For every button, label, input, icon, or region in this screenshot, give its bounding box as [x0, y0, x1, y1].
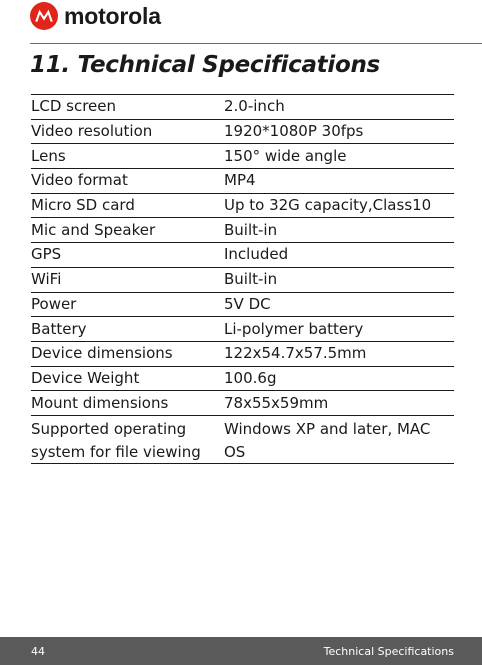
spec-value: MP4 — [224, 171, 256, 190]
spec-label: WiFi — [31, 270, 62, 289]
motorola-logo-icon — [30, 2, 58, 30]
spec-row — [31, 169, 454, 194]
spec-row — [31, 293, 454, 318]
header-divider — [30, 43, 482, 44]
spec-value: Li-polymer battery — [224, 319, 364, 338]
spec-row — [31, 367, 454, 392]
spec-row — [31, 144, 454, 169]
spec-value: 5V DC — [224, 294, 271, 313]
spec-row — [31, 120, 454, 145]
spec-row — [31, 342, 454, 367]
spec-value: 122x54.7x57.5mm — [224, 344, 367, 363]
spec-label: Device dimensions — [31, 344, 173, 363]
spec-value: 100.6g — [224, 368, 277, 387]
page-footer — [0, 637, 482, 665]
spec-row — [31, 317, 454, 342]
spec-value: 2.0-inch — [224, 97, 285, 116]
spec-table — [31, 94, 454, 464]
spec-value: Windows XP and later, MAC OS — [224, 419, 431, 461]
spec-value: Built-in — [224, 270, 278, 289]
brand-logo — [30, 2, 161, 30]
spec-label: GPS — [31, 245, 62, 264]
spec-label: Battery — [31, 319, 87, 338]
spec-label: Mic and Speaker — [31, 220, 156, 239]
spec-row — [31, 243, 454, 268]
spec-row — [31, 391, 454, 416]
spec-value: Up to 32G capacity,Class10 — [224, 196, 432, 215]
footer-section-title: Technical Specifications — [323, 645, 454, 658]
page-title: 11. Technical Specifications — [30, 52, 380, 78]
spec-value: Built-in — [224, 220, 278, 239]
page-number: 44 — [31, 645, 45, 658]
spec-label: Supported operating system for file viewing — [31, 419, 201, 461]
spec-label: Video format — [31, 171, 128, 190]
spec-row — [31, 416, 454, 464]
spec-value: 78x55x59mm — [224, 393, 329, 412]
page-header — [0, 0, 482, 44]
spec-value: 150° wide angle — [224, 146, 347, 165]
spec-label: Mount dimensions — [31, 393, 169, 412]
spec-label: Power — [31, 294, 77, 313]
spec-row — [31, 95, 454, 120]
spec-row — [31, 268, 454, 293]
spec-label: LCD screen — [31, 97, 117, 116]
spec-row — [31, 218, 454, 243]
spec-label: Video resolution — [31, 122, 153, 141]
spec-label: Device Weight — [31, 368, 140, 387]
spec-label: Micro SD card — [31, 196, 135, 215]
spec-value: 1920*1080P 30fps — [224, 122, 364, 141]
spec-row — [31, 194, 454, 219]
brand-name: motorola — [64, 3, 161, 29]
spec-value: Included — [224, 245, 289, 264]
spec-label: Lens — [31, 146, 66, 165]
